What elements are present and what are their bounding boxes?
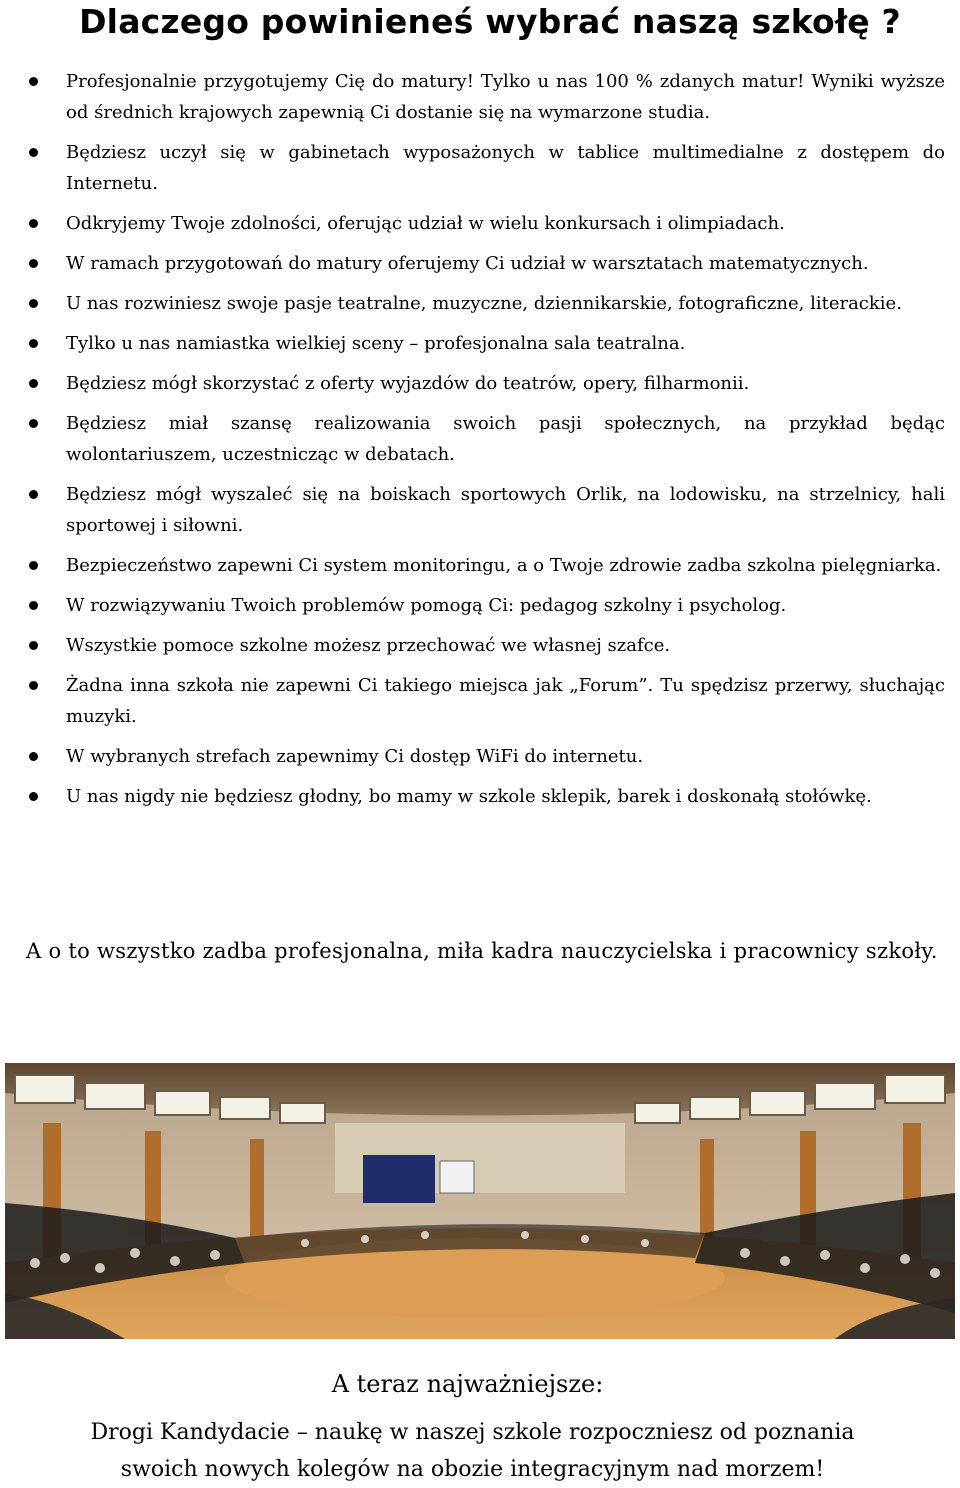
bullet-icon — [29, 490, 38, 499]
benefits-list — [0, 66, 960, 821]
final-message-line: swoich nowych kolegów na obozie integracyjnym nad morzem! — [120, 1457, 825, 1482]
bullet-icon — [29, 641, 38, 650]
bullet-icon — [29, 219, 38, 228]
list-item-text: Bezpieczeństwo zapewni Ci system monitoringu, a o Twoje zdrowie zadba szkolna pielęgniarka. — [66, 555, 942, 576]
list-item-text: Żadna inna szkoła nie zapewni Ci takiego miejsca jak „Forum”. Tu spędzisz przerwy, słuchając muzyki. — [66, 675, 945, 727]
list-item — [66, 288, 945, 328]
bullet-icon — [29, 299, 38, 308]
bullet-icon — [29, 259, 38, 268]
bullet-icon — [29, 419, 38, 428]
list-item — [66, 670, 945, 741]
bullet-icon — [29, 752, 38, 761]
list-item-text: W wybranych strefach zapewnimy Ci dostęp WiFi do internetu. — [66, 746, 644, 767]
bullet-icon — [29, 792, 38, 801]
list-item-text: Odkryjemy Twoje zdolności, oferując udział w wielu konkursach i olimpiadach. — [66, 213, 785, 234]
list-item — [66, 550, 945, 590]
list-item — [66, 137, 945, 208]
list-item — [66, 630, 945, 670]
final-message — [0, 1414, 945, 1488]
list-item — [66, 781, 945, 821]
list-item — [66, 408, 945, 479]
list-item — [66, 368, 945, 408]
bullet-icon — [29, 148, 38, 157]
list-item — [66, 328, 945, 368]
list-item-text: W ramach przygotowań do matury oferujemy Ci udział w warsztatach matematycznych. — [66, 253, 869, 274]
bullet-icon — [29, 561, 38, 570]
bullet-icon — [29, 339, 38, 348]
page-title: Dlaczego powinieneś wybrać naszą szkołę ? — [79, 2, 901, 41]
list-item — [66, 741, 945, 781]
list-item — [66, 590, 945, 630]
school-hall-photo — [5, 1063, 955, 1339]
list-item-text: Będziesz miał szansę realizowania swoich pasji społecznych, na przykład będąc wolontariuszem, uczestnicząc w debatach. — [66, 413, 945, 465]
subheading: A teraz najważniejsze: — [331, 1370, 604, 1398]
list-item — [66, 479, 945, 550]
list-item-text: Profesjonalnie przygotujemy Cię do matury! Tylko u nas 100 % zdanych matur! Wyniki wyższe od średnich krajowych zapewnią Ci dostanie się na wymarzone studia. — [66, 71, 945, 123]
final-message-line: Drogi Kandydacie – naukę w naszej szkole rozpoczniesz od poznania — [90, 1420, 855, 1445]
list-item-text: W rozwiązywaniu Twoich problemów pomogą Ci: pedagog szkolny i psycholog. — [66, 595, 787, 616]
list-item — [66, 66, 945, 137]
list-item-text: Będziesz mógł wyszaleć się na boiskach sportowych Orlik, na lodowisku, na strzelnicy, hali sportowej i siłowni. — [66, 484, 945, 536]
list-item-text: Będziesz mógł skorzystać z oferty wyjazdów do teatrów, opery, filharmonii. — [66, 373, 750, 394]
list-item — [66, 248, 945, 288]
bullet-icon — [29, 601, 38, 610]
bullet-icon — [29, 379, 38, 388]
list-item-text: U nas rozwiniesz swoje pasje teatralne, muzyczne, dziennikarskie, fotograficzne, literackie. — [66, 293, 902, 314]
closing-paragraph: A o to wszystko zadba profesjonalna, miła kadra nauczycielska i pracownicy szkoły. — [26, 939, 938, 963]
list-item — [66, 208, 945, 248]
bullet-icon — [29, 681, 38, 690]
list-item-text: Będziesz uczył się w gabinetach wyposażonych w tablice multimedialne z dostępem do Internetu. — [66, 142, 945, 194]
list-item-text: Tylko u nas namiastka wielkiej sceny – profesjonalna sala teatralna. — [66, 333, 686, 354]
list-item-text: Wszystkie pomoce szkolne możesz przechować we własnej szafce. — [66, 635, 671, 656]
bullet-icon — [29, 77, 38, 86]
list-item-text: U nas nigdy nie będziesz głodny, bo mamy w szkole sklepik, barek i doskonałą stołówkę. — [66, 786, 872, 807]
